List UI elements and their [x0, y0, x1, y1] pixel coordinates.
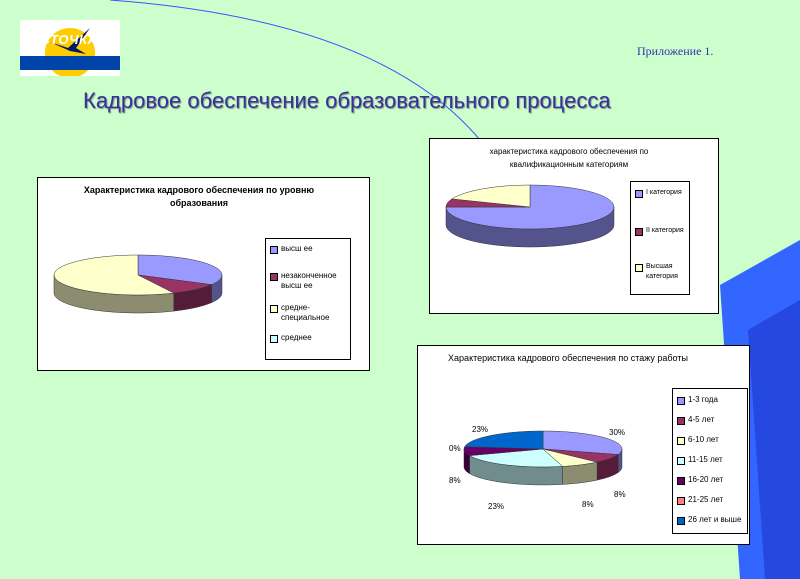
appendix-label: Приложение 1. — [637, 44, 714, 58]
chart-education-legend — [265, 238, 351, 360]
chart-category-panel — [429, 138, 719, 314]
legend-item — [677, 435, 719, 445]
legend-label: 11-15 лет — [688, 455, 723, 464]
page-title: Кадровое обеспечение образовательного процесса — [83, 88, 611, 113]
data-label: 0% — [449, 444, 461, 453]
legend-swatch — [677, 477, 685, 485]
legend-label: 1-3 года — [688, 395, 718, 404]
legend-label: среднее — [281, 333, 312, 342]
legend-swatch — [677, 397, 685, 405]
legend-item — [635, 188, 691, 198]
legend-label: 26 лет и выше — [688, 515, 742, 524]
data-label: 23% — [488, 502, 505, 511]
data-label: 30% — [609, 428, 626, 437]
chart-experience-panel — [417, 345, 750, 545]
data-label: 8% — [614, 490, 626, 499]
legend-swatch — [677, 457, 685, 465]
legend-item — [270, 333, 312, 343]
legend-swatch — [270, 335, 278, 343]
chart-experience-title: Характеристика кадрового обеспечения по стажу работы — [448, 353, 688, 363]
legend-swatch — [677, 517, 685, 525]
legend-item — [635, 262, 687, 282]
legend-item — [270, 244, 313, 254]
legend-item — [677, 495, 723, 505]
data-label: 8% — [449, 476, 461, 485]
data-label: 8% — [582, 500, 594, 509]
legend-label: II категория — [646, 227, 684, 234]
legend-label: 6-10 лет — [688, 435, 719, 444]
legend-label: 16-20 лет — [688, 475, 724, 484]
legend-label: Высшая категория — [646, 263, 678, 280]
legend-item — [677, 475, 723, 485]
chart-category-legend — [630, 181, 690, 295]
legend-label: 4-5 лет — [688, 415, 715, 424]
legend-label: высш ее — [281, 244, 313, 253]
legend-swatch — [677, 417, 685, 425]
legend-label: I категория — [646, 189, 682, 196]
logo-text: ЛАСТОЧКА — [22, 32, 98, 47]
legend-swatch — [270, 305, 278, 313]
chart-category-title: характеристика кадрового обеспечения по квалификационным категориям — [489, 147, 649, 169]
legend-swatch — [635, 264, 643, 272]
legend-swatch — [270, 273, 278, 281]
legend-item — [677, 415, 714, 425]
legend-item — [270, 271, 350, 291]
blue-decor-curve — [110, 0, 480, 140]
logo-swallow-icon — [20, 20, 120, 76]
chart-education-pie — [38, 218, 238, 368]
chart-category-pie — [430, 169, 630, 309]
legend-swatch — [635, 228, 643, 236]
chart-experience-pie — [418, 386, 668, 536]
logo — [20, 20, 120, 76]
legend-item — [677, 395, 718, 405]
legend-label: средне-специальное — [281, 303, 330, 322]
legend-swatch — [270, 246, 278, 254]
chart-education-title: Характеристика кадрового обеспечения по уровню образования — [83, 185, 315, 208]
legend-swatch — [677, 437, 685, 445]
legend-item — [677, 455, 723, 465]
legend-swatch — [635, 190, 643, 198]
chart-experience-legend — [672, 388, 748, 534]
data-label: 23% — [472, 425, 489, 434]
legend-item — [677, 515, 741, 525]
legend-swatch — [677, 497, 685, 505]
legend-item — [270, 303, 350, 323]
chart-education-panel — [37, 177, 370, 371]
legend-item — [635, 226, 691, 236]
legend-label: незаконченное высш ее — [281, 271, 337, 290]
legend-label: 21-25 лет — [688, 495, 724, 504]
